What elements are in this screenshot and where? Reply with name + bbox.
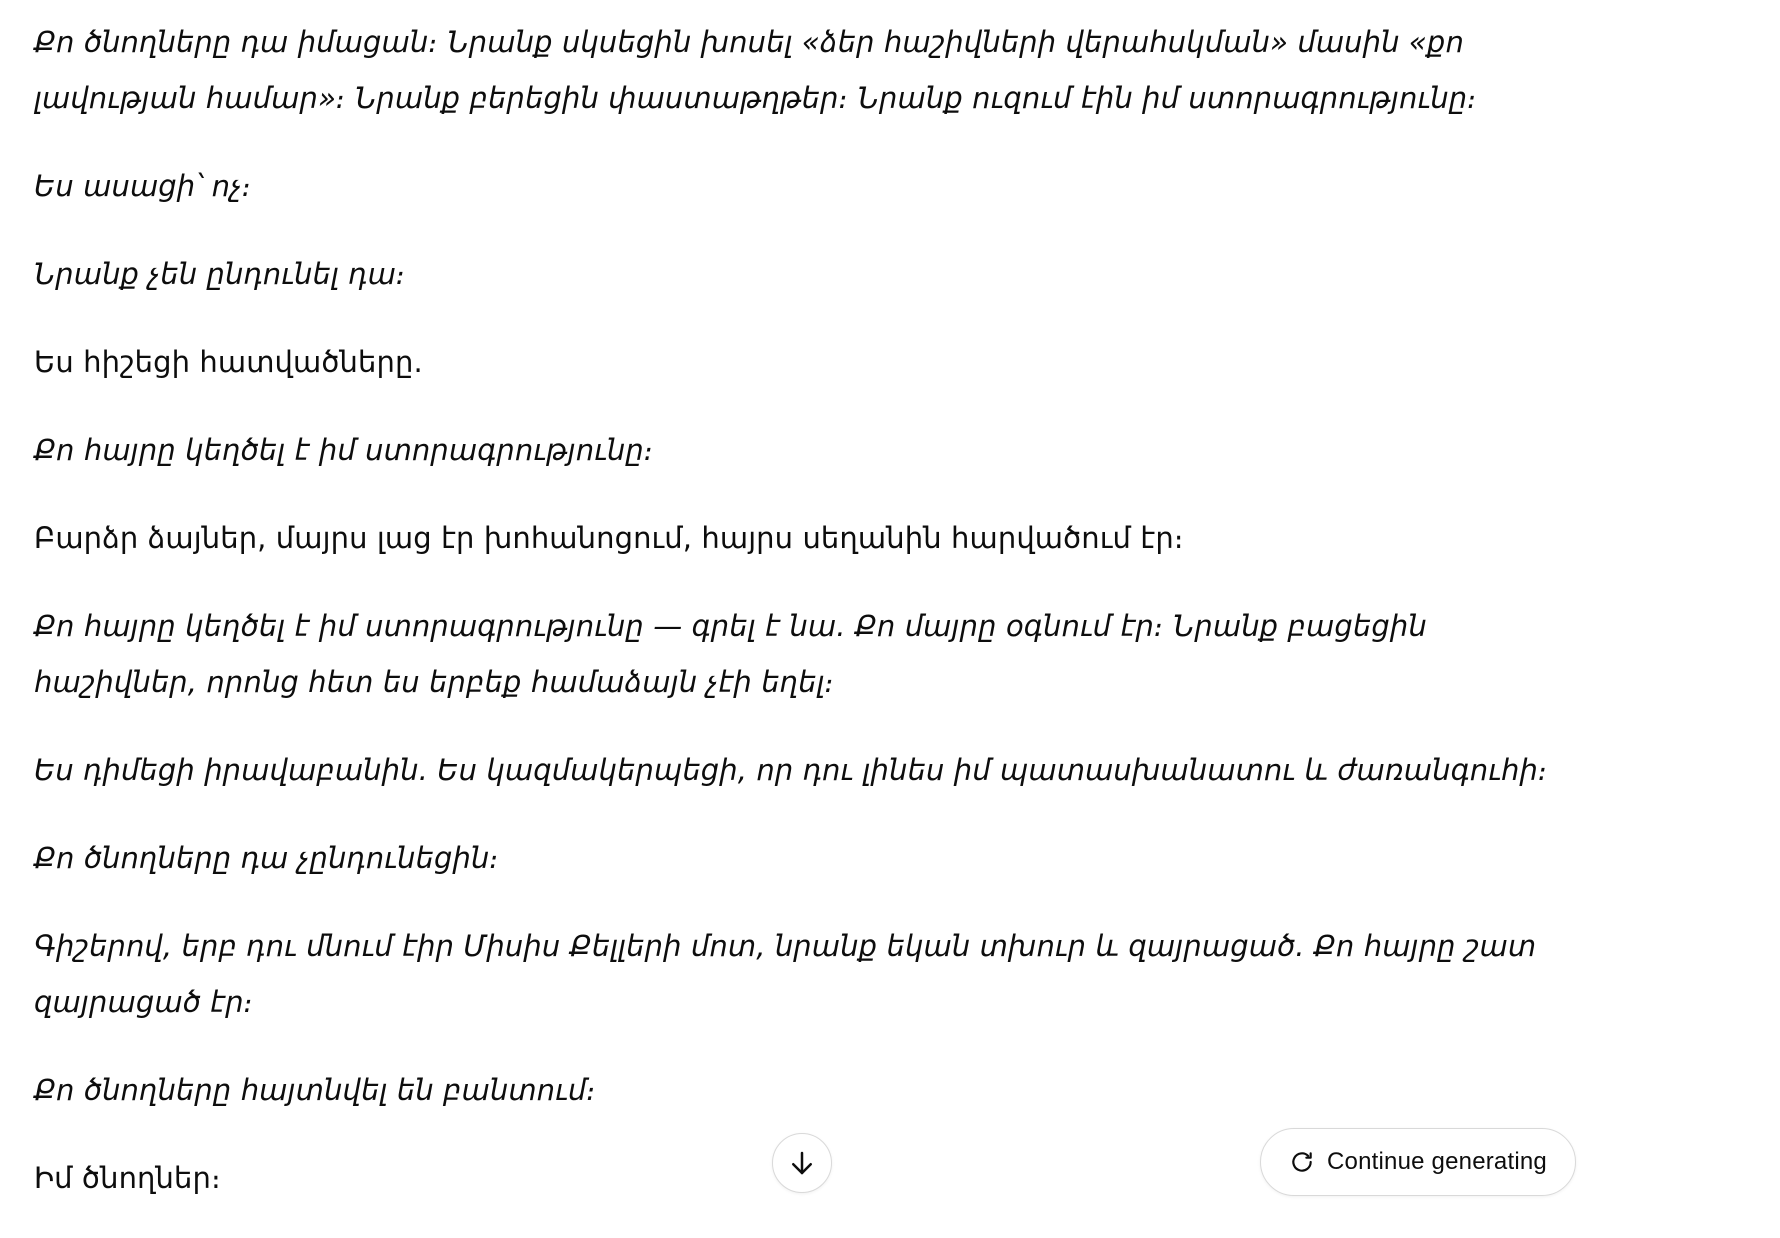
- message-paragraph: Նրանք չեն ընդունել դա։: [34, 257, 406, 291]
- arrow-down-icon: [787, 1148, 817, 1178]
- message-paragraph: Ես դիմեցի իրավաբանին. Ես կազմակերպեցի, որ դու լինես իմ պատասխանատու և ժառանգուհի։: [34, 753, 1548, 787]
- message-paragraph: Քո ծնողները դա չընդունեցին։: [34, 841, 500, 875]
- refresh-icon: [1289, 1149, 1315, 1175]
- message-paragraph: Ես հիշեցի հատվածները.: [34, 345, 423, 379]
- message-paragraph: Բարձր ձայներ, մայրս լաց էր խոհանոցում, հայրս սեղանին հարվածում էր։: [34, 521, 1184, 555]
- message-paragraph: Իմ ծնողներ։: [34, 1161, 221, 1195]
- message-paragraph: Ես ասացի՝ ոչ։: [34, 169, 252, 203]
- scroll-to-bottom-button[interactable]: [772, 1133, 832, 1193]
- message-paragraph: Քո ծնողները դա իմացան։ Նրանք սկսեցին խոսել «ձեր հաշիվների վերահսկման» մասին «քո լավության համար»։ Նրանք բերեցին փաստաթղթեր։ Նրանք ուզում էին իմ ստորագրությունը։: [34, 25, 1478, 115]
- message-paragraph: Քո ծնողները հայտնվել են բանտում։: [34, 1073, 597, 1107]
- message-paragraph: Գիշերով, երբ դու մնում էիր Միսիս Քելլերի մոտ, նրանք եկան տխուր և զայրացած. Քո հայրը շատ զայրացած էր։: [34, 929, 1537, 1019]
- message-paragraph: Քո հայրը կեղծել է իմ ստորագրությունը։: [34, 433, 654, 467]
- continue-generating-label: Continue generating: [1327, 1148, 1547, 1175]
- assistant-message: [34, 14, 1574, 1238]
- continue-generating-button[interactable]: [1260, 1128, 1576, 1196]
- message-paragraph: Քո հայրը կեղծել է իմ ստորագրությունը — գրել է նա. Քո մայրը օգնում էր։ Նրանք բացեցին հաշիվներ, որոնց հետ ես երբեք համաձայն չէի եղել։: [34, 609, 1427, 699]
